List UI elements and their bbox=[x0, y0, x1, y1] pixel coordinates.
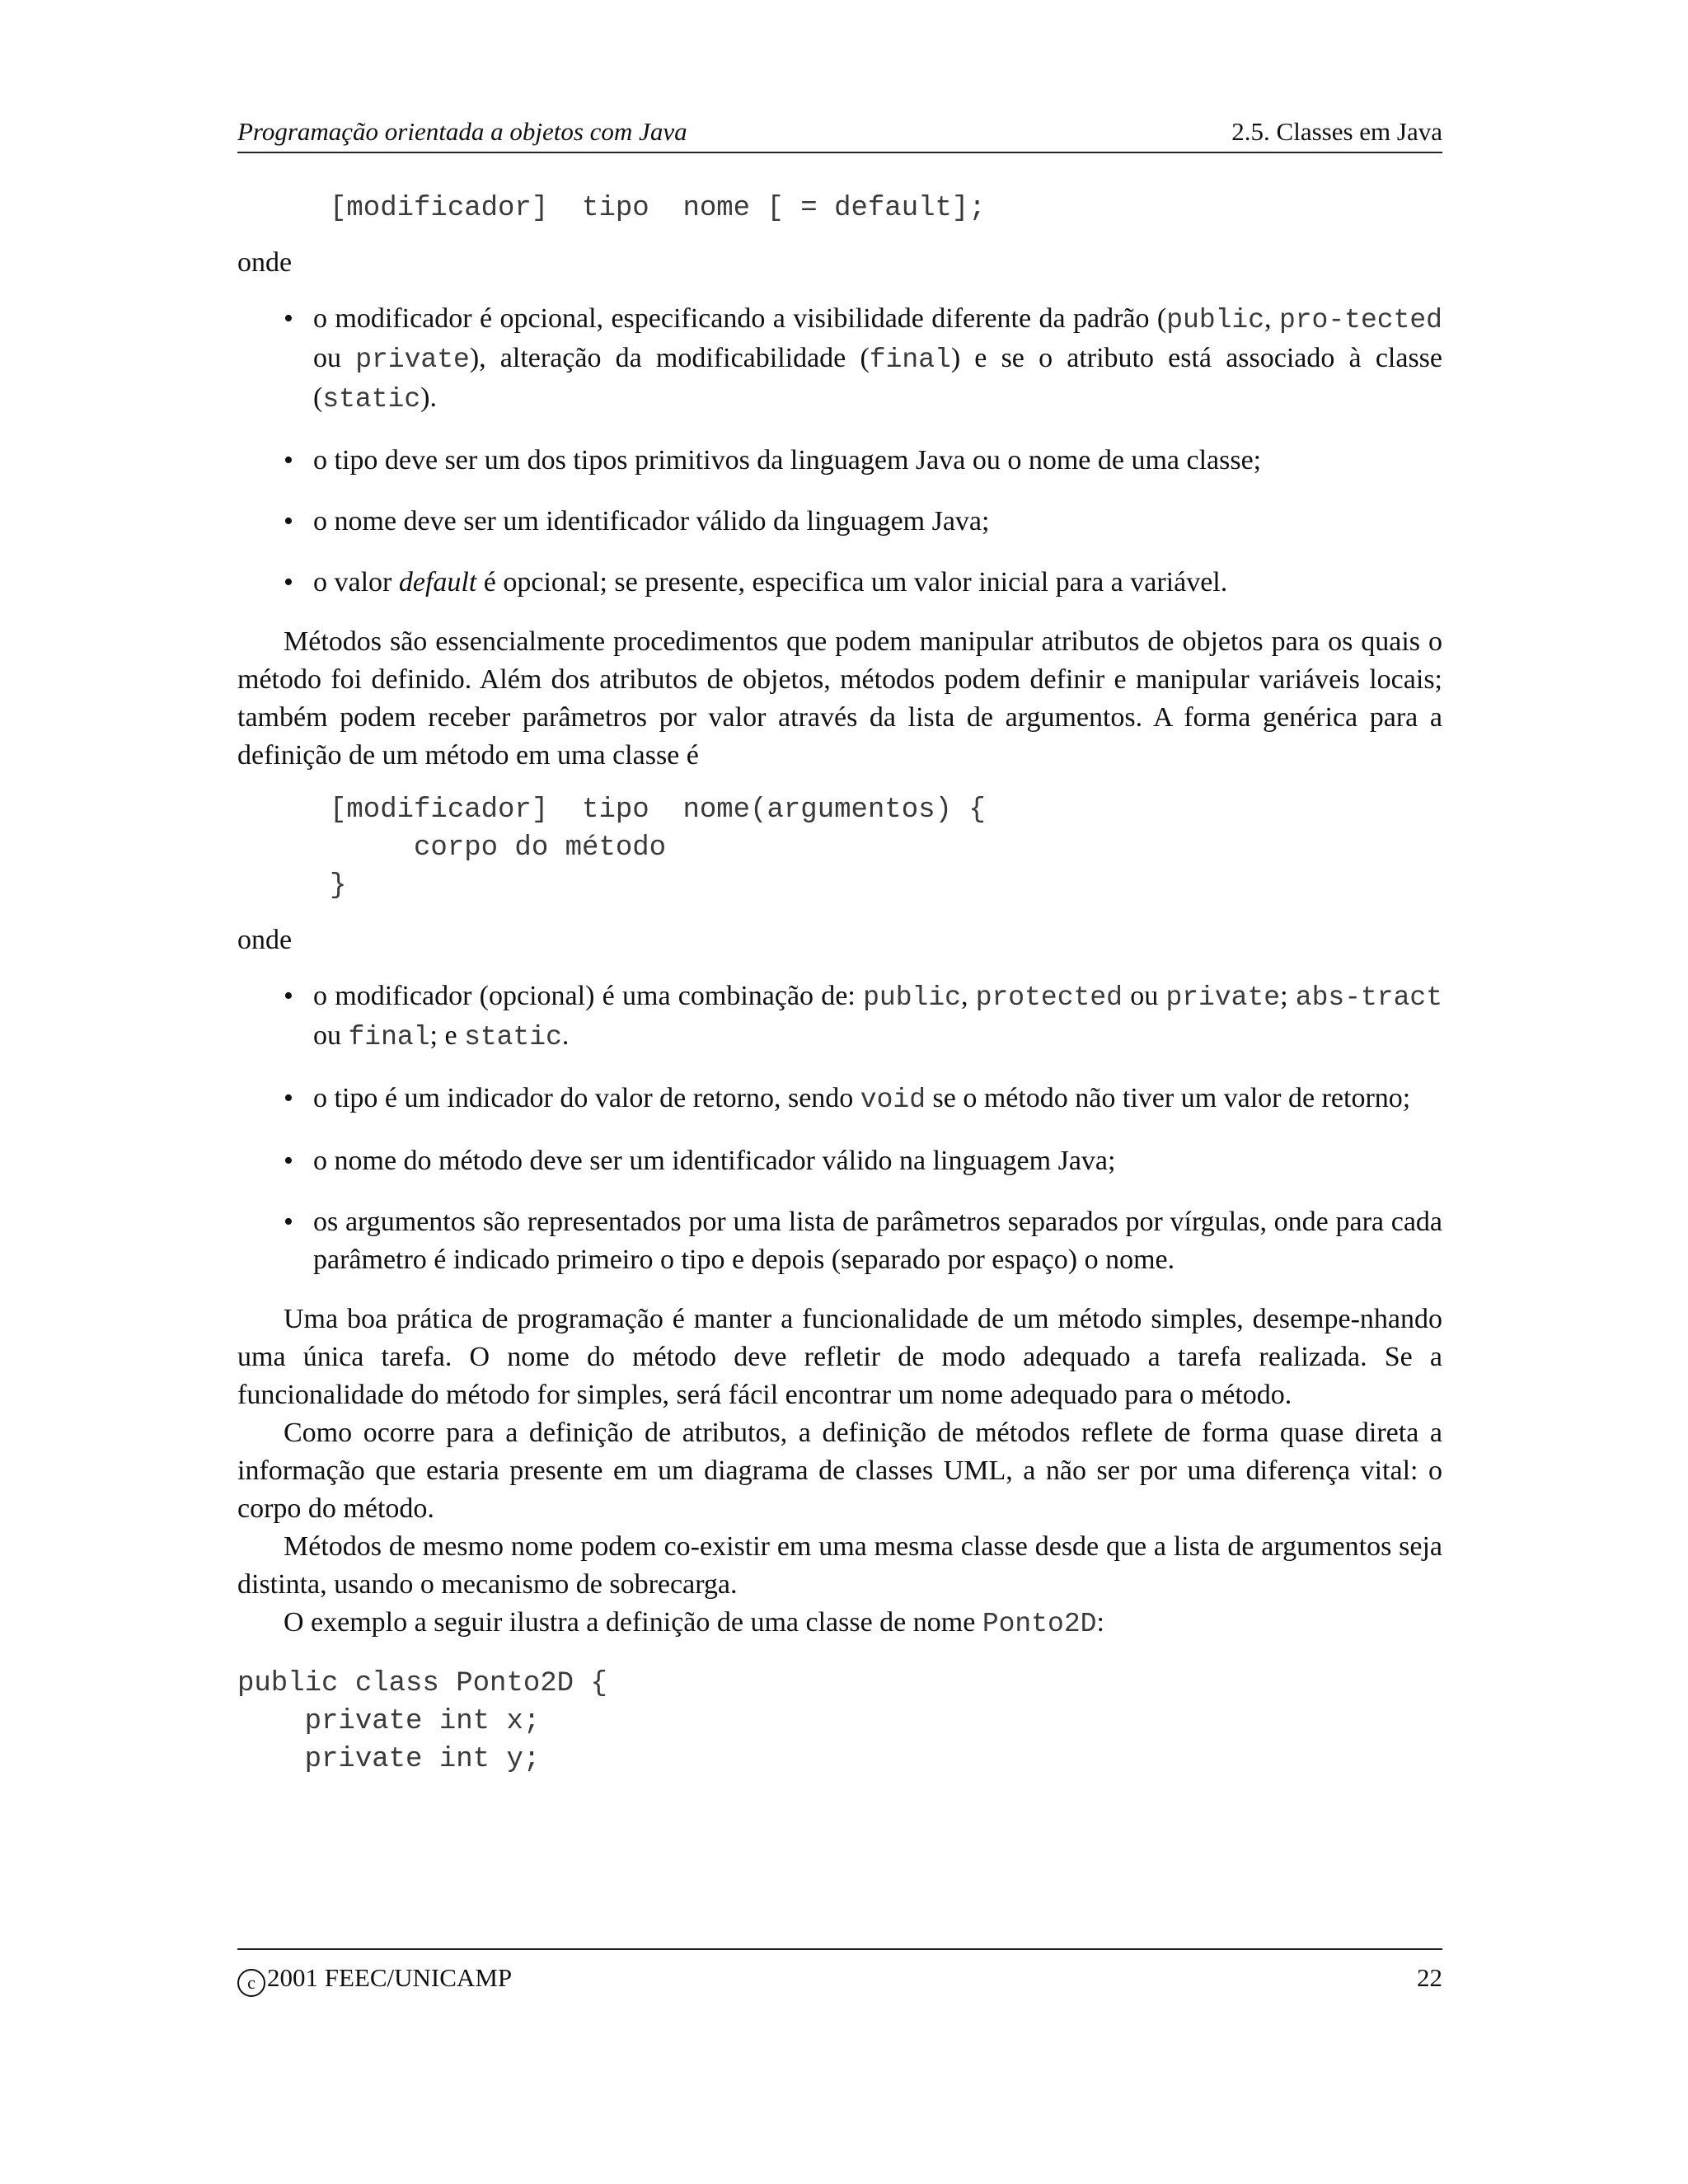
page-footer bbox=[237, 1948, 1442, 1997]
method-bullet-tipo: • o tipo é um indicador do valor de retorno, sendo void se o método não tiver um valor de retorno; bbox=[237, 1080, 1442, 1119]
example-code-ponto2d: public class Ponto2D { private int x; private int y; bbox=[237, 1668, 607, 1775]
bullet-icon: • bbox=[284, 567, 293, 598]
attribute-bullet-modificador: • o modificador é opcional, especificando a visibilidade diferente da padrão (public, pro-tected ou private), alteração da modificabilidade (final) e se o atributo está associado à classe (static). bbox=[237, 300, 1442, 419]
paragraph-boa-pratica: Uma boa prática de programação é manter a funcionalidade de um método simples, desempe-nhando uma única tarefa. O nome do método deve refletir de modo adequado a tarefa realizada. Se a funcionalidade do método for simples, será fácil encontrar um nome adequado para o método. bbox=[237, 1304, 1442, 1410]
attribute-bullet-nome: • o nome deve ser um identificador válido da linguagem Java; bbox=[237, 503, 1442, 541]
page-number: 22 bbox=[1417, 1963, 1442, 1992]
paragraph-exemplo: O exemplo a seguir ilustra a definição de uma classe de nome Ponto2D: bbox=[284, 1607, 1104, 1639]
inline-code: public bbox=[863, 982, 961, 1013]
bullet-icon: • bbox=[284, 981, 293, 1011]
onde-label-2: onde bbox=[237, 925, 293, 955]
method-bullet-modificador: • o modificador (opcional) é uma combinação de: public, protected ou private; abs-tract ou final; e static. bbox=[237, 977, 1442, 1057]
header-section-title: 2.5. Classes em Java bbox=[1231, 117, 1442, 146]
inline-code: private bbox=[355, 344, 470, 375]
inline-code: static bbox=[322, 384, 421, 415]
onde-label-1: onde bbox=[237, 247, 293, 278]
bullet-icon: • bbox=[284, 1146, 293, 1176]
paragraph-sobrecarga: Métodos de mesmo nome podem co-existir em uma mesma classe desde que a lista de argumentos seja distinta, usando o mecanismo de sobrecarga. bbox=[237, 1531, 1442, 1600]
inline-code: public bbox=[1166, 305, 1265, 335]
bullet-icon: • bbox=[284, 1207, 293, 1237]
bullet-icon: • bbox=[284, 506, 293, 537]
inline-code: abs-tract bbox=[1295, 982, 1443, 1013]
method-bullet-list bbox=[237, 977, 1442, 1279]
attribute-bullet-default: • o valor default é opcional; se presente, especifica um valor inicial para a variável. bbox=[237, 564, 1442, 602]
footer-copyright: c 2001 FEEC/UNICAMP bbox=[237, 1961, 512, 1997]
attribute-syntax-code: [modificador] tipo nome [ = default]; bbox=[330, 193, 986, 224]
method-syntax-code: [modificador] tipo nome(argumentos) { corpo do método } bbox=[330, 794, 986, 902]
page-content bbox=[237, 115, 1442, 1779]
inline-code: final bbox=[348, 1022, 430, 1052]
attribute-bullet-tipo: • o tipo deve ser um dos tipos primitivos da linguagem Java ou o nome de uma classe; bbox=[237, 442, 1442, 480]
inline-code: final bbox=[869, 344, 951, 375]
paragraph-uml: Como ocorre para a definição de atributos, a definição de métodos reflete de forma quase direta a informação que estaria presente em um diagrama de classes UML, a não ser por uma diferença vital: o corpo do método. bbox=[237, 1418, 1442, 1524]
inline-code: void bbox=[860, 1085, 926, 1115]
paragraph-metodos: Métodos são essencialmente procedimentos que podem manipular atributos de objetos para os quais o método foi definido. Além dos atributos de objetos, métodos podem definir e manipular variáveis locais; também podem receber parâmetros por valor através da lista de argumentos. A forma genérica para a definição de um método em uma classe é bbox=[237, 626, 1442, 771]
bullet-icon: • bbox=[284, 1083, 293, 1113]
inline-code: pro-tected bbox=[1278, 305, 1442, 335]
inline-code: private bbox=[1165, 982, 1281, 1013]
inline-code: protected bbox=[975, 982, 1123, 1013]
copyright-icon: c bbox=[237, 1969, 265, 1997]
running-header bbox=[237, 115, 1442, 153]
bullet-icon: • bbox=[284, 445, 293, 476]
method-bullet-argumentos: • os argumentos são representados por uma lista de parâmetros separados por vírgulas, onde para cada parâmetro é indicado primeiro o tipo e depois (separado por espaço) o nome. bbox=[237, 1203, 1442, 1279]
bullet-icon: • bbox=[284, 303, 293, 334]
method-bullet-nome: • o nome do método deve ser um identificador válido na linguagem Java; bbox=[237, 1142, 1442, 1180]
attribute-bullet-list bbox=[237, 300, 1442, 602]
inline-code: Ponto2D bbox=[982, 1609, 1097, 1639]
inline-code: static bbox=[464, 1022, 562, 1052]
header-book-title: Programação orientada a objetos com Java bbox=[237, 117, 687, 146]
